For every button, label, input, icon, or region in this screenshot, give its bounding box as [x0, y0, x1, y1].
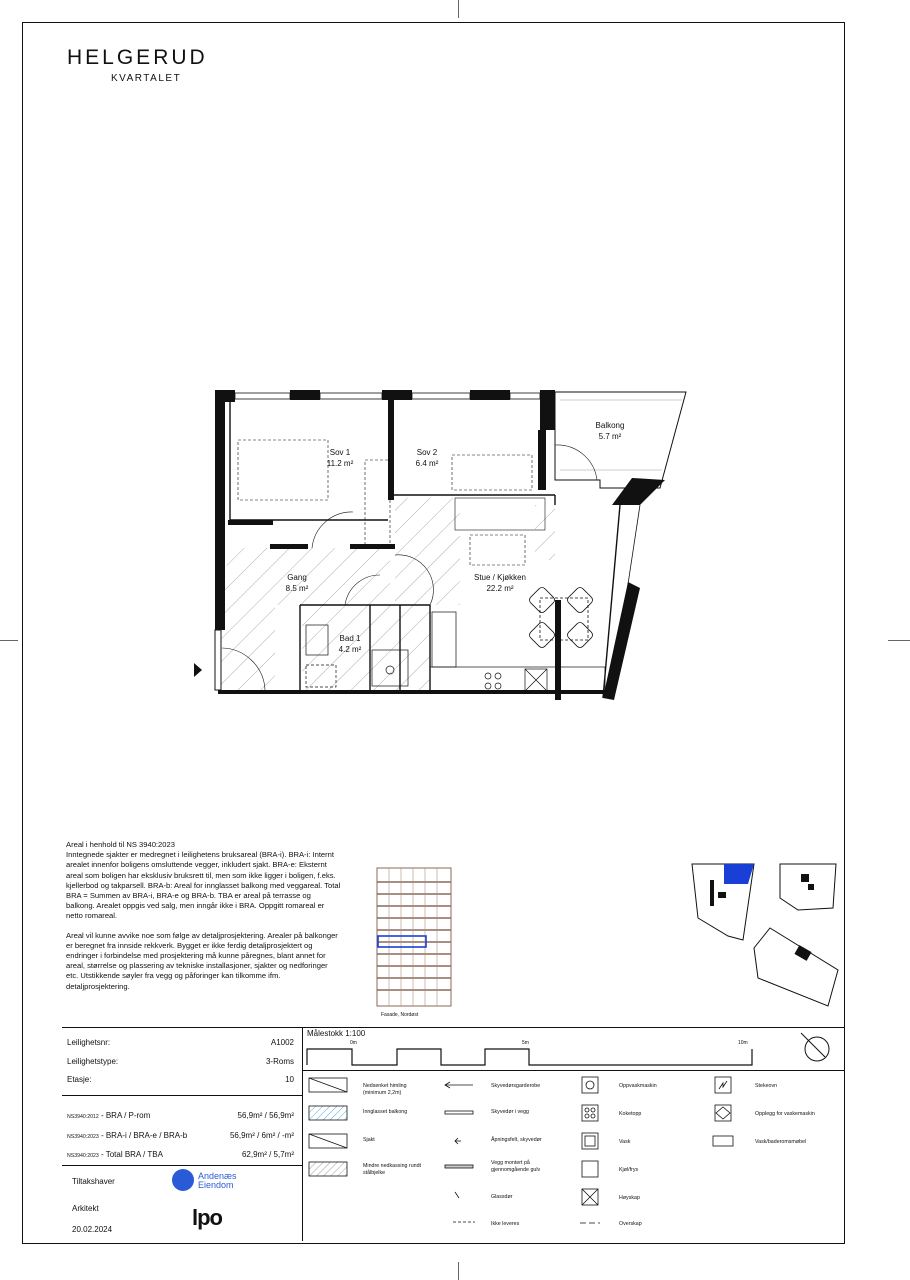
info-row-bra-2023: NS3940:2023 - BRA-i / BRA-e / BRA-b 56,9m² / 6m² / -m²	[67, 1131, 294, 1140]
info-row-nr: Leilighetsnr: A1002	[67, 1038, 294, 1047]
legend-label: Nedsenket himling (minimum 2,2m)	[363, 1083, 407, 1096]
legend-label: Skyvedørsgarderobe	[491, 1083, 541, 1089]
legend-label: Sjakt	[363, 1137, 375, 1143]
legend-label: Opplegg for vaskemaskin	[755, 1111, 815, 1117]
legend-icons	[305, 1074, 825, 1234]
north-arrow-icon	[795, 1030, 835, 1066]
legend-label: Oppvaskmaskin	[619, 1083, 657, 1089]
legend-label: Åpningsfelt, skyvedør	[491, 1137, 542, 1143]
legend-label: Koketopp	[619, 1111, 642, 1117]
legend-label: Skyvedør i vegg	[491, 1109, 529, 1115]
date: 20.02.2024	[72, 1225, 113, 1234]
crop-mark	[888, 640, 910, 641]
legend-label: Glassdør	[491, 1194, 513, 1200]
info-row-total-bra: NS3940:2023 - Total BRA / TBA 62,9m² / 5,7m²	[67, 1150, 294, 1159]
legend-label: Vask	[619, 1139, 631, 1145]
legend-label: Mindre nedkassing rundt stålbjelke	[363, 1163, 422, 1176]
andenaes-logo-icon	[172, 1169, 194, 1191]
divider	[62, 1165, 302, 1166]
scale-bar	[305, 1045, 755, 1069]
legend-label: Kjøl/frys	[619, 1167, 639, 1173]
key-plan	[688, 858, 848, 1023]
facade-caption: Fasade, Nordøst	[381, 1012, 419, 1018]
area-notes	[66, 840, 341, 1001]
room-stue-kjokken: Stue / Kjøkken 22.2 m²	[473, 573, 527, 593]
brand-logo: HELGERUD	[67, 46, 208, 69]
info-row-bra-2012: NS3940:2012 - BRA / P-rom 56,9m² / 56,9m²	[67, 1111, 294, 1120]
notes-heading: Areal i henhold til NS 3940:2023	[66, 840, 175, 849]
divider	[302, 1070, 845, 1071]
architect-label: Arkitekt	[72, 1204, 99, 1213]
room-bad1: Bad 1 4.2 m²	[338, 634, 362, 654]
room-sov1: Sov 1 11.2 m²	[326, 448, 354, 468]
legend-label: Stekeovn	[755, 1083, 778, 1089]
legend-label: Ikke leveres	[491, 1221, 520, 1227]
divider	[62, 1095, 302, 1096]
crop-mark	[0, 640, 18, 641]
legend-label: Innglasset balkong	[363, 1109, 408, 1115]
info-row-type: Leilighetstype: 3-Roms	[67, 1057, 294, 1066]
crop-mark	[458, 0, 459, 18]
scale-tick-5: 5m	[522, 1040, 529, 1046]
apartment-info-table	[62, 1027, 303, 1241]
architect-logo: lpo	[192, 1205, 222, 1230]
legend-label: Vegg montert på gjennomgående gulv	[491, 1160, 541, 1173]
scale-title: Målestokk 1:100	[307, 1029, 366, 1038]
facade-drawing	[375, 860, 455, 1010]
owner-label: Tiltakshaver	[72, 1177, 115, 1186]
scale-tick-0: 0m	[350, 1040, 357, 1046]
legend-label: Overskap	[619, 1221, 642, 1227]
legend-label: Høyskap	[619, 1195, 640, 1201]
hatched-entry	[395, 498, 460, 605]
info-row-floor: Etasje: 10	[67, 1075, 294, 1084]
crop-mark	[458, 1262, 459, 1280]
legend-label: Vask/baderomsmøbel	[755, 1139, 807, 1145]
room-gang: Gang 8.5 m²	[285, 573, 309, 593]
notes-paragraph-2: Areal vil kunne avvike noe som følge av detaljprosjektering. Arealer på balkonger er beregnet fra innside rekkverk. Bygget er ikke ferdig detaljprosjektert og endringer i forbindelse med prosjektering må kunne påregnes, blant annet for areal, størrelse og plassering av tekniske installasjoner, sjakter og nedforinger etc. Utstikkende søyler fra vegg og påforinger kan tilkomme ifm. detaljprosjektering.	[66, 930, 338, 991]
owner-name: Andenæs Eiendom	[198, 1171, 237, 1190]
scale-tick-10: 10m	[738, 1040, 748, 1046]
room-balkong: Balkong 5.7 m²	[595, 421, 625, 441]
notes-paragraph-1: Inntegnede sjakter er medregnet i leilighetens bruksareal (BRA-i). BRA-i: Internt arealet innenfor boligens omsluttende vegger, inkludert sjakt. BRA-e: Eksternt areal som boligen har eksklusiv bruksrett til, men som ikke ligger i boligen, f.eks. kjellerbod og takparsell. BRA-b: Areal for innglasset balkong med veggareal. Total BRA = Summen av BRA-i, BRA-e og BRA-b. TBA er areal på terrasse og balkong. Arealet oppgis ved salg, men inngår ikke i BRA. Oppgitt romareal er netto romareal.	[66, 850, 341, 921]
brand-subtitle: KVARTALET	[111, 73, 182, 84]
room-sov2: Sov 2 6.4 m²	[415, 448, 439, 468]
